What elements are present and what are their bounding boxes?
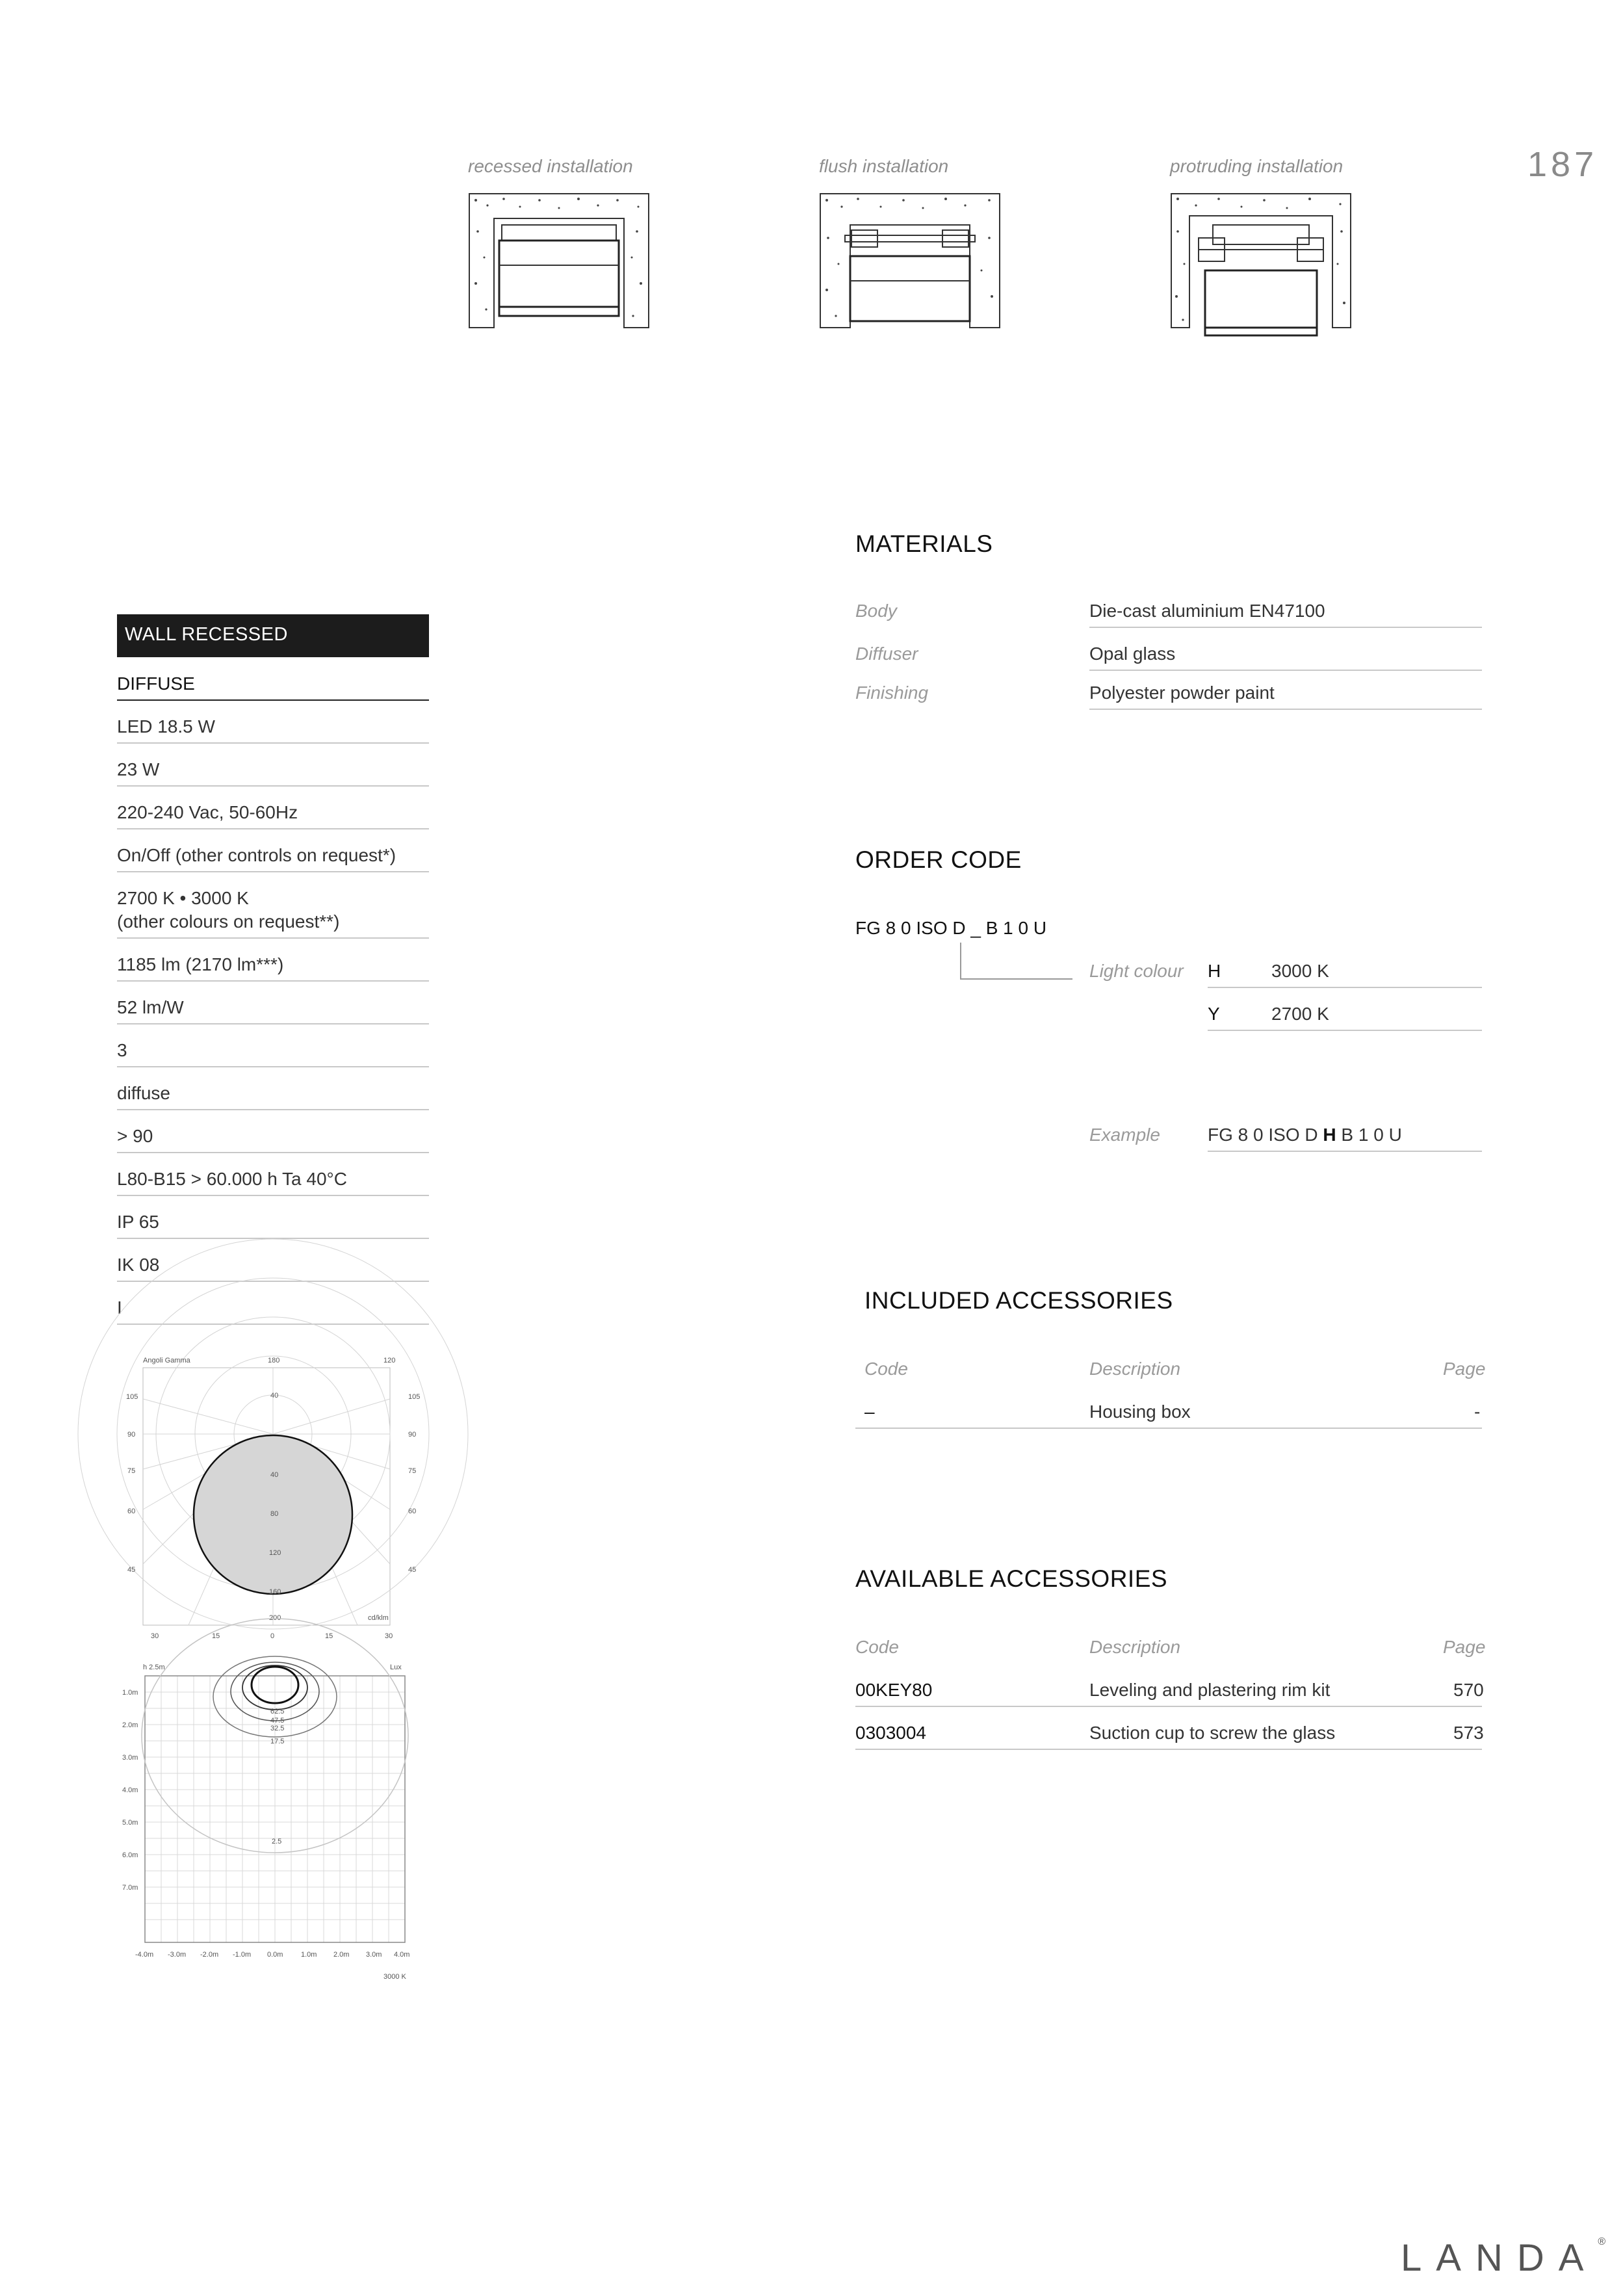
spec-row-flux: 1185 lm (2170 lm***) bbox=[117, 953, 429, 982]
order-code-title: ORDER CODE bbox=[855, 846, 1022, 873]
illuminance-x-label: 4.0m bbox=[394, 1951, 410, 1959]
recessed-installation-label: recessed installation bbox=[468, 156, 633, 176]
contour-label: 62.5 bbox=[270, 1708, 285, 1715]
polar-unit-label: cd/klm bbox=[368, 1614, 389, 1622]
available-divider bbox=[855, 1749, 1482, 1750]
polar-radial-label: 40 bbox=[270, 1392, 279, 1400]
polar-top-label-center: 180 bbox=[268, 1357, 280, 1364]
polar-right-angle: 105 bbox=[408, 1393, 421, 1401]
available-row-code: 00KEY80 bbox=[855, 1680, 933, 1700]
polar-radial-label: 200 bbox=[269, 1614, 281, 1622]
polar-right-angle: 75 bbox=[408, 1467, 417, 1475]
illuminance-y-label: 2.0m bbox=[122, 1721, 138, 1729]
spec-row-colour-temp bbox=[117, 887, 429, 939]
order-code-connector bbox=[959, 943, 1074, 984]
available-accessories-title: AVAILABLE ACCESSORIES bbox=[855, 1565, 1168, 1592]
available-row-description: Leveling and plastering rim kit bbox=[1089, 1680, 1331, 1700]
polar-top-label-left: Angoli Gamma bbox=[143, 1357, 190, 1364]
spec-row-efficacy: 52 lm/W bbox=[117, 996, 429, 1024]
example-code bbox=[1208, 1125, 1402, 1145]
illuminance-height-label-visible: h 2.5m bbox=[143, 1663, 165, 1671]
colour-temp-note: (other colours on request**) bbox=[117, 911, 340, 932]
illuminance-x-label: 1.0m bbox=[301, 1951, 317, 1959]
order-code-divider bbox=[1208, 1030, 1482, 1031]
illuminance-chart bbox=[117, 1658, 416, 2002]
light-colour-code-h: H bbox=[1208, 961, 1221, 981]
polar-right-angle: 90 bbox=[408, 1431, 417, 1439]
order-code-value: FG 8 0 ISO D _ B 1 0 U bbox=[855, 918, 1047, 938]
polar-left-angle: 45 bbox=[127, 1566, 136, 1574]
polar-bottom-label: 15 bbox=[325, 1632, 333, 1640]
included-row-description: Housing box bbox=[1089, 1402, 1191, 1422]
light-colour-label: Light colour bbox=[1089, 961, 1184, 981]
illuminance-x-label: -1.0m bbox=[233, 1951, 252, 1959]
example-label: Example bbox=[1089, 1125, 1160, 1145]
illuminance-x-label: -2.0m bbox=[200, 1951, 219, 1959]
spec-header: WALL RECESSED bbox=[117, 614, 429, 657]
available-row-description: Suction cup to screw the glass bbox=[1089, 1723, 1336, 1743]
spec-row-power: 23 W bbox=[117, 758, 429, 787]
polar-left-angle: 60 bbox=[127, 1507, 136, 1515]
illuminance-y-label: 7.0m bbox=[122, 1884, 138, 1892]
materials-value-finishing: Polyester powder paint bbox=[1089, 683, 1275, 703]
illuminance-x-label: -3.0m bbox=[168, 1951, 187, 1959]
order-code-divider bbox=[1208, 1151, 1482, 1152]
materials-label-finishing: Finishing bbox=[855, 683, 929, 703]
available-divider bbox=[855, 1706, 1482, 1707]
available-header-page: Page bbox=[1443, 1637, 1486, 1657]
included-row-code: – bbox=[864, 1402, 875, 1422]
page-number: 187 bbox=[1527, 145, 1598, 184]
illuminance-y-label: 3.0m bbox=[122, 1754, 138, 1762]
illuminance-y-label: 1.0m bbox=[122, 1689, 138, 1697]
illuminance-x-label: 2.0m bbox=[333, 1951, 350, 1959]
available-row-page: 570 bbox=[1453, 1680, 1484, 1700]
materials-title: MATERIALS bbox=[855, 530, 993, 557]
contour-label: 17.5 bbox=[270, 1738, 285, 1745]
spec-row-led: LED 18.5 W bbox=[117, 715, 429, 744]
included-accessories-title: INCLUDED ACCESSORIES bbox=[864, 1287, 1173, 1314]
polar-radial-label: 120 bbox=[269, 1549, 281, 1557]
polar-radial-label: 40 bbox=[270, 1471, 279, 1479]
included-header-code: Code bbox=[864, 1359, 908, 1379]
colour-temp-values: 2700 K • 3000 K bbox=[117, 888, 249, 908]
included-header-page: Page bbox=[1443, 1359, 1486, 1379]
contour-label: 32.5 bbox=[270, 1725, 285, 1732]
polar-bottom-label: 0 bbox=[270, 1632, 275, 1640]
protruding-installation-drawing bbox=[1170, 192, 1352, 341]
example-code-colour: H bbox=[1323, 1125, 1336, 1145]
materials-label-diffuser: Diffuser bbox=[855, 644, 918, 664]
polar-top-label-right: 120 bbox=[383, 1357, 396, 1364]
available-row-code: 0303004 bbox=[855, 1723, 927, 1743]
polar-bottom-label: 30 bbox=[151, 1632, 159, 1640]
flush-installation-drawing bbox=[819, 192, 1001, 329]
polar-radial-label: 80 bbox=[270, 1510, 279, 1518]
illuminance-x-label: 3.0m bbox=[366, 1951, 382, 1959]
available-row-page: 573 bbox=[1453, 1723, 1484, 1743]
spec-row-ik: IK 08 bbox=[117, 1253, 429, 1282]
example-code-suffix: B 1 0 U bbox=[1341, 1125, 1402, 1145]
polar-photometric-chart bbox=[117, 1352, 421, 1651]
logo-text: LANDA bbox=[1401, 2237, 1598, 2279]
spec-row-class: I bbox=[117, 1296, 429, 1325]
registered-mark: ® bbox=[1598, 2236, 1606, 2247]
polar-radial-label: 160 bbox=[269, 1588, 281, 1596]
illuminance-x-label: -4.0m bbox=[135, 1951, 154, 1959]
light-colour-code-y: Y bbox=[1208, 1004, 1220, 1024]
protruding-installation-label: protruding installation bbox=[1170, 156, 1344, 176]
available-header-code: Code bbox=[855, 1637, 899, 1657]
light-colour-value-y: 2700 K bbox=[1271, 1004, 1329, 1024]
contour-label: 2.5 bbox=[272, 1838, 282, 1846]
example-code-prefix: FG 8 0 ISO D bbox=[1208, 1125, 1318, 1145]
polar-left-angle: 90 bbox=[127, 1431, 136, 1439]
spec-row-voltage: 220-240 Vac, 50-60Hz bbox=[117, 801, 429, 829]
available-header-description: Description bbox=[1089, 1637, 1181, 1657]
materials-divider bbox=[1089, 670, 1482, 671]
order-code-divider bbox=[1208, 987, 1482, 988]
illuminance-y-label: 6.0m bbox=[122, 1851, 138, 1859]
spec-row-optic: diffuse bbox=[117, 1082, 429, 1110]
landa-logo bbox=[1401, 2236, 1605, 2280]
spec-subheader: DIFFUSE bbox=[117, 670, 429, 701]
included-divider bbox=[855, 1428, 1482, 1429]
contour-label: 47.5 bbox=[270, 1717, 285, 1725]
polar-bottom-label: 30 bbox=[385, 1632, 393, 1640]
spec-row-control: On/Off (other controls on request*) bbox=[117, 844, 429, 872]
materials-label-body: Body bbox=[855, 601, 897, 621]
recessed-installation-drawing bbox=[468, 192, 650, 329]
polar-left-angle: 75 bbox=[127, 1467, 136, 1475]
spec-row-ip: IP 65 bbox=[117, 1210, 429, 1239]
polar-left-angle: 105 bbox=[126, 1393, 138, 1401]
polar-right-angle: 60 bbox=[408, 1507, 417, 1515]
light-colour-value-h: 3000 K bbox=[1271, 961, 1329, 981]
flush-installation-label: flush installation bbox=[819, 156, 949, 176]
materials-divider bbox=[1089, 709, 1482, 710]
included-row-page: - bbox=[1474, 1402, 1481, 1422]
illuminance-y-label: 4.0m bbox=[122, 1786, 138, 1794]
illuminance-footer: 3000 K bbox=[383, 1973, 406, 1981]
illuminance-y-label: 5.0m bbox=[122, 1819, 138, 1827]
polar-bottom-label: 15 bbox=[212, 1632, 220, 1640]
included-header-description: Description bbox=[1089, 1359, 1181, 1379]
materials-divider bbox=[1089, 627, 1482, 628]
materials-value-diffuser: Opal glass bbox=[1089, 644, 1176, 664]
polar-right-angle: 45 bbox=[408, 1566, 417, 1574]
spec-row-lifetime: L80-B15 > 60.000 h Ta 40°C bbox=[117, 1168, 429, 1196]
materials-value-body: Die-cast aluminium EN47100 bbox=[1089, 601, 1325, 621]
spec-row-macadam: 3 bbox=[117, 1039, 429, 1067]
illuminance-x-label: 0.0m bbox=[267, 1951, 283, 1959]
illuminance-unit: Lux bbox=[390, 1663, 402, 1671]
spec-row-cri: > 90 bbox=[117, 1125, 429, 1153]
